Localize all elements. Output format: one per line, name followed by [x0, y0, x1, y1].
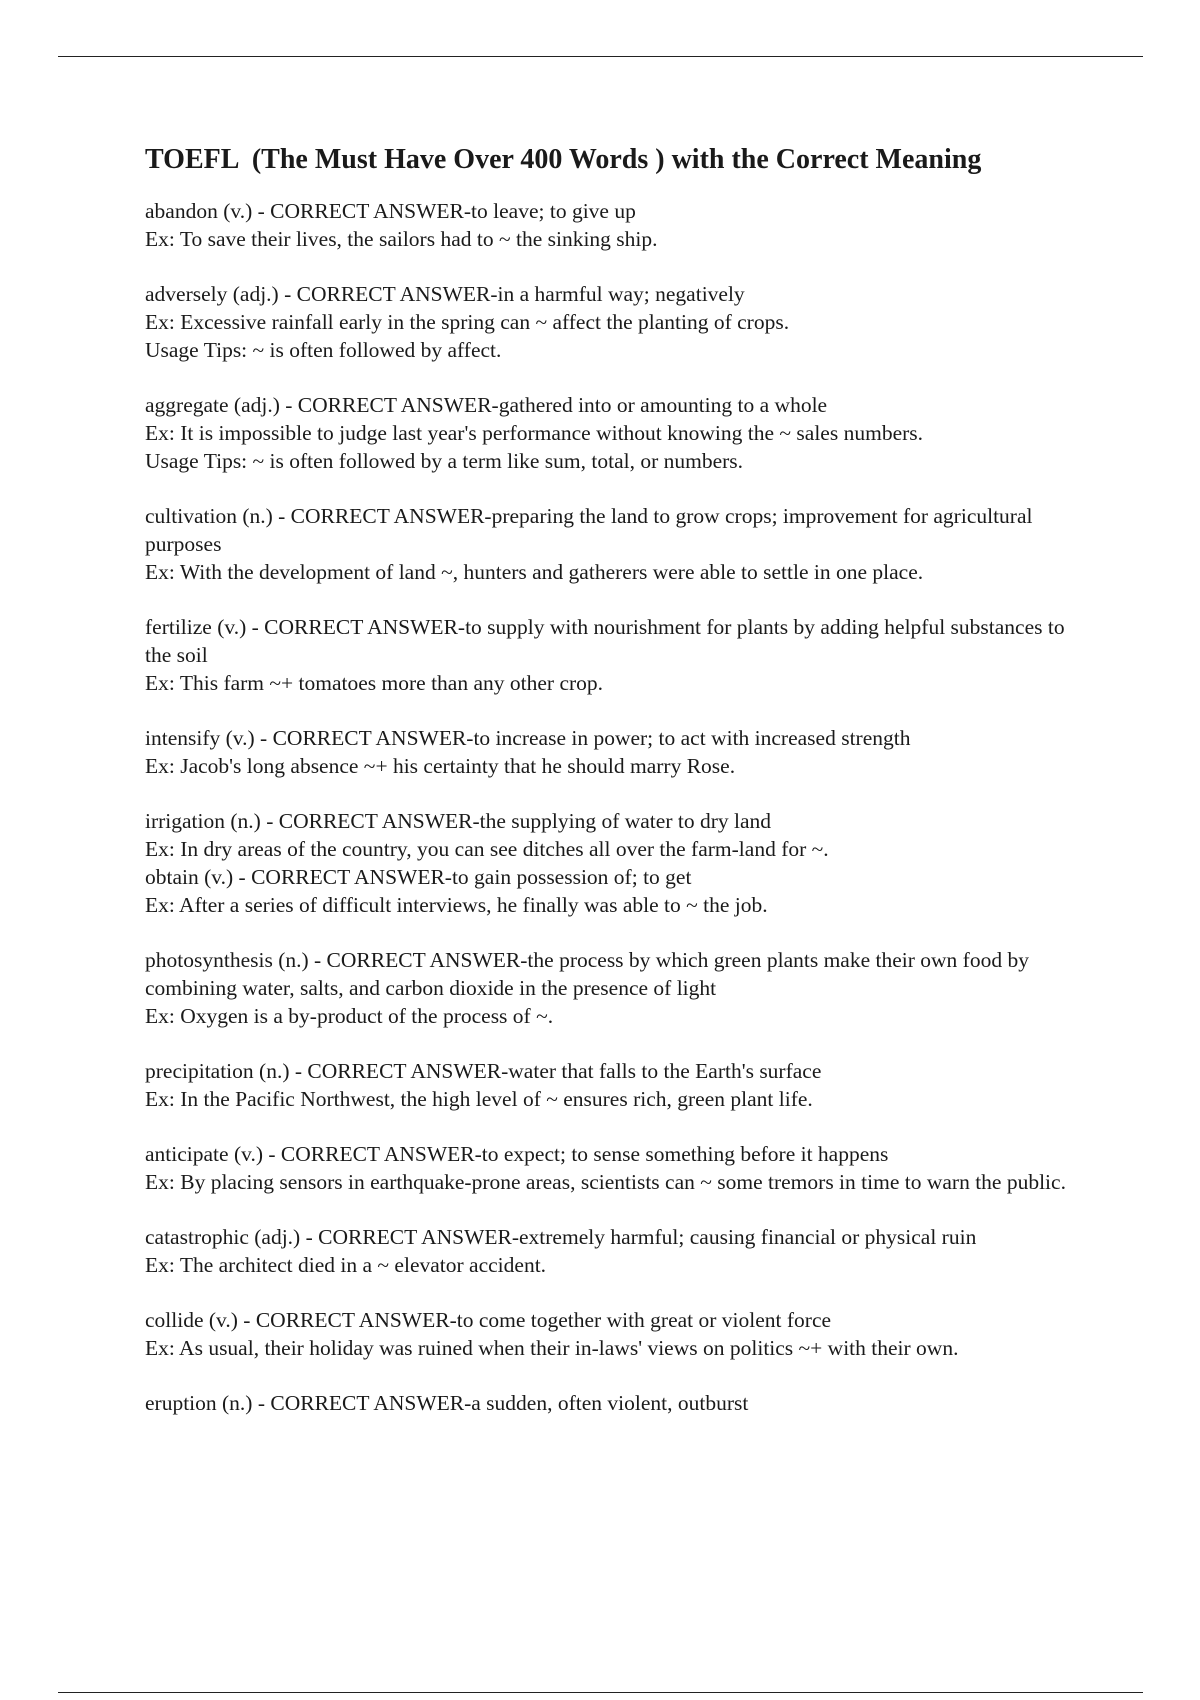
entry-example: Ex: After a series of difficult interviews, he finally was able to ~ the job.	[145, 892, 768, 917]
entry-definition: catastrophic (adj.) - CORRECT ANSWER-extremely harmful; causing financial or physical ruin	[145, 1224, 977, 1249]
vocab-entry-irrigation	[145, 807, 1090, 863]
entry-definition: photosynthesis (n.) - CORRECT ANSWER-the process by which green plants make their own food by combining water, salts, and carbon dioxide in the presence of light	[145, 947, 1029, 1000]
entry-definition: fertilize (v.) - CORRECT ANSWER-to supply with nourishment for plants by adding helpful substances to the soil	[145, 614, 1065, 667]
entry-definition: abandon (v.) - CORRECT ANSWER-to leave; to give up	[145, 198, 636, 223]
entry-example: Ex: In the Pacific Northwest, the high level of ~ ensures rich, green plant life.	[145, 1086, 813, 1111]
vocab-entry-intensify	[145, 724, 1090, 780]
entry-definition: anticipate (v.) - CORRECT ANSWER-to expect; to sense something before it happens	[145, 1141, 889, 1166]
vocab-entry-cultivation	[145, 502, 1090, 586]
entry-example: Ex: This farm ~+ tomatoes more than any other crop.	[145, 670, 604, 695]
entry-definition: precipitation (n.) - CORRECT ANSWER-water that falls to the Earth's surface	[145, 1058, 822, 1083]
entry-usage-tip: Usage Tips: ~ is often followed by a term like sum, total, or numbers.	[145, 448, 744, 473]
entry-definition: obtain (v.) - CORRECT ANSWER-to gain possession of; to get	[145, 864, 692, 889]
vocab-entry-eruption	[145, 1389, 1090, 1417]
vocab-entry-collide	[145, 1306, 1090, 1362]
vocab-entry-fertilize	[145, 613, 1090, 697]
document-title: TOEFL (The Must Have Over 400 Words ) with the Correct Meaning	[145, 144, 982, 175]
vocab-entry-obtain	[145, 863, 1090, 919]
entry-example: Ex: Excessive rainfall early in the spring can ~ affect the planting of crops.	[145, 309, 790, 334]
top-rule	[58, 56, 1143, 57]
entry-example: Ex: With the development of land ~, hunters and gatherers were able to settle in one place.	[145, 559, 924, 584]
entry-example: Ex: Jacob's long absence ~+ his certainty that he should marry Rose.	[145, 753, 736, 778]
document-body	[145, 143, 1090, 1444]
bottom-rule	[58, 1692, 1143, 1693]
entry-example: Ex: In dry areas of the country, you can see ditches all over the farm-land for ~.	[145, 836, 829, 861]
entry-example: Ex: As usual, their holiday was ruined when their in-laws' views on politics ~+ with their own.	[145, 1335, 959, 1360]
entry-example: Ex: It is impossible to judge last year's performance without knowing the ~ sales numbers.	[145, 420, 924, 445]
entry-example: Ex: Oxygen is a by-product of the process of ~.	[145, 1003, 554, 1028]
entry-example: Ex: The architect died in a ~ elevator accident.	[145, 1252, 547, 1277]
entry-definition: aggregate (adj.) - CORRECT ANSWER-gathered into or amounting to a whole	[145, 392, 828, 417]
vocab-entry-aggregate	[145, 391, 1090, 475]
entry-definition: intensify (v.) - CORRECT ANSWER-to increase in power; to act with increased strength	[145, 725, 911, 750]
vocab-entry-precipitation	[145, 1057, 1090, 1113]
vocab-entry-photosynthesis	[145, 946, 1090, 1030]
entry-definition: eruption (n.) - CORRECT ANSWER-a sudden, often violent, outburst	[145, 1390, 749, 1415]
entry-definition: irrigation (n.) - CORRECT ANSWER-the supplying of water to dry land	[145, 808, 772, 833]
vocab-entry-adversely	[145, 280, 1090, 364]
entry-definition: cultivation (n.) - CORRECT ANSWER-preparing the land to grow crops; improvement for agricultural purposes	[145, 503, 1033, 556]
entry-definition: adversely (adj.) - CORRECT ANSWER-in a harmful way; negatively	[145, 281, 745, 306]
entry-definition: collide (v.) - CORRECT ANSWER-to come together with great or violent force	[145, 1307, 832, 1332]
entry-example: Ex: To save their lives, the sailors had to ~ the sinking ship.	[145, 226, 658, 251]
entry-example: Ex: By placing sensors in earthquake-prone areas, scientists can ~ some tremors in time to warn the public.	[145, 1169, 1066, 1194]
vocab-entry-abandon	[145, 197, 1090, 253]
entry-usage-tip: Usage Tips: ~ is often followed by affect.	[145, 337, 502, 362]
vocab-entry-anticipate	[145, 1140, 1090, 1196]
vocab-entry-catastrophic	[145, 1223, 1090, 1279]
